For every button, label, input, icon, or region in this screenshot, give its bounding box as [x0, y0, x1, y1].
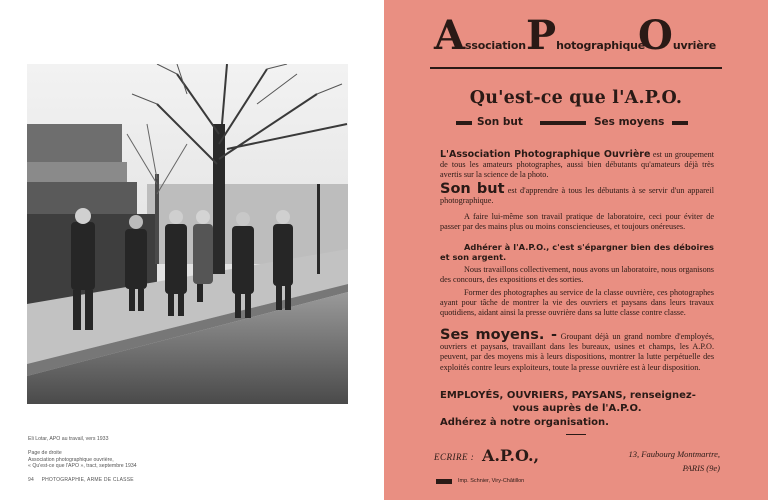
ecrire-label: ECRIRE :: [434, 452, 475, 462]
call-to-action-adherez: Adhérez à notre organisation.: [440, 417, 609, 428]
paragraph-collectivement: Nous travaillons collectivement, nous avons un laboratoire, nous organisons des concours, des expositions et des sorties.: [440, 265, 714, 285]
photo-illustration: [27, 64, 348, 404]
subhead-ses-moyens: Ses moyens: [594, 116, 665, 128]
page-number: 94: [28, 477, 34, 483]
masthead-word-association: Association: [434, 12, 526, 59]
paragraph-former: Former des photographes au service de la classe ouvrière, ces photographes ayant pour tâche de montrer la vie des ouvriers et paysans dans leurs travaux quotidiens, aidant ainsi la presse ouvrière dans sa lutte classe contre classe.: [440, 288, 714, 318]
folio: [28, 477, 134, 483]
paragraph-adherer: Adhérer à l'A.P.O., c'est s'épargner bien des déboires et son argent.: [440, 242, 714, 263]
contact-address: [434, 446, 720, 473]
paragraph-intro: L'Association Photographique Ouvrière est un groupement de tous les amateurs photographes, aussi bien débutants qu'amateurs déjà très avertis sur la science de la photo.: [440, 149, 714, 180]
running-title: PHOTOGRAPHIE, ARME DE CLASSE: [41, 477, 134, 483]
subhead-bar: [540, 121, 586, 125]
subhead-bar: [456, 121, 472, 125]
facing-caption-line: Page de droite: [28, 450, 62, 456]
masthead-word-photographique: Photographique: [526, 12, 646, 59]
facing-caption-line: Association photographique ouvrière,: [28, 456, 114, 463]
street-address: 13, Faubourg Montmartre,: [628, 449, 720, 459]
photograph-apo-au-travail: [27, 64, 348, 404]
leaflet: [384, 0, 768, 500]
leaflet-subhead: [444, 116, 708, 130]
facing-caption-line: « Qu'est-ce que l'APO », tract, septembre 1934: [28, 463, 137, 470]
subhead-bar: [672, 121, 688, 125]
call-to-action-renseignez: EMPLOYÉS, OUVRIERS, PAYSANS, renseignez- vous auprès de l'A.P.O.: [440, 390, 696, 414]
masthead: [434, 12, 724, 60]
right-page-leaflet: [384, 0, 768, 500]
masthead-rule: [430, 67, 722, 69]
paragraph-son-but: Son but est d'apprendre à tous les débutants à se servir d'un appareil photographique.: [440, 181, 714, 206]
city: PARIS (9e): [682, 463, 720, 473]
photo-caption: Eli Lotar, APO au travail, vers 1933: [28, 436, 109, 442]
paragraph-laboratoire: A faire lui-même son travail pratique de laboratoire, ceci pour éviter de passer par des mains plus ou moins consciencieuses, et toujours onéreuses.: [440, 212, 714, 232]
masthead-word-ouvriere: Ouvrière: [638, 12, 716, 59]
printer-imprint: Imp. Schnier, Viry-Châtillon: [436, 478, 524, 484]
separator-rule: [566, 434, 586, 435]
paragraph-ses-moyens: Ses moyens. - Groupant déjà un grand nombre d'employés, ouvriers et paysans, travaillant dans les bureaux, usines et champs, les A.P.O. peuvent, par des moyens mis à leurs dispositions, montrer la lutte perpétuelle des exploités contre leurs exploiteurs, toute la presse ouvrière est à leur disposition.: [440, 327, 714, 372]
union-label-mark: [436, 479, 452, 484]
leaflet-headline: Qu'est-ce que l'A.P.O.: [469, 88, 683, 108]
facing-page-caption: [28, 450, 178, 470]
subhead-son-but: Son but: [477, 116, 523, 128]
apo-name: A.P.O.,: [482, 446, 540, 465]
